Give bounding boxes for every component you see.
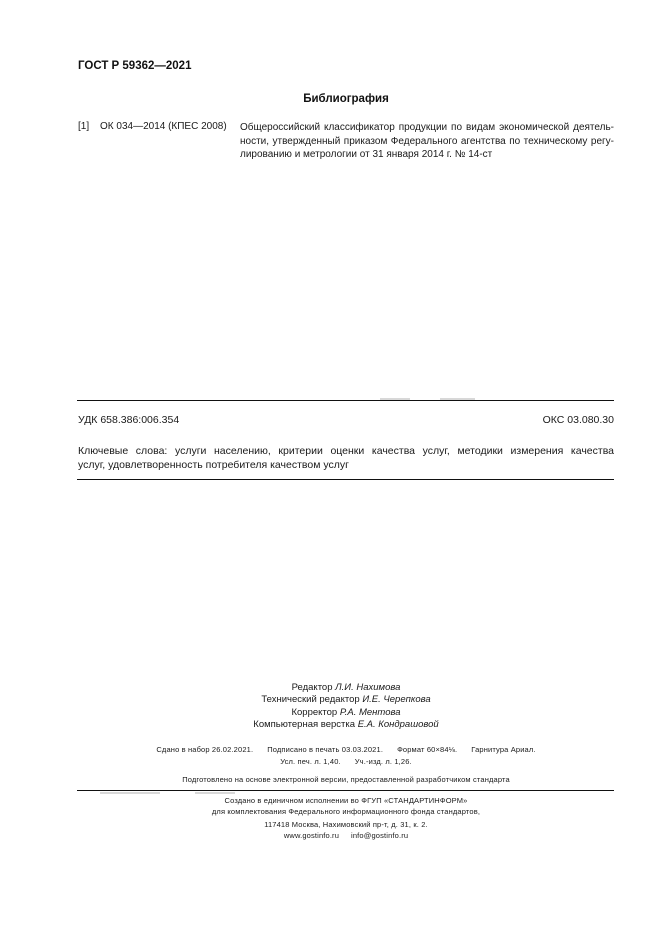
keywords-line: Ключевые слова: услуги населению, критерии оценки качества услуг, методики измерения качества — [78, 445, 614, 457]
credit-proofreader: Корректор Р.А. Ментова — [291, 706, 401, 718]
bibliography-entry-description — [240, 121, 614, 162]
divider-top — [77, 400, 614, 401]
credits-block — [0, 682, 661, 731]
keywords — [78, 444, 614, 472]
signed-date: Подписано в печать 03.03.2021. — [267, 745, 384, 754]
udk-code: УДК 658.386:006.354 — [78, 414, 180, 426]
publisher-email-link[interactable]: info@gostinfo.ru — [351, 831, 409, 840]
description-line: Общероссийский классификатор продукции по видам экономической деятель- — [240, 122, 614, 133]
publisher-info — [0, 795, 661, 817]
divider-bottom — [77, 479, 614, 480]
publisher-website-link[interactable]: www.gostinfo.ru — [283, 831, 340, 840]
description-line: ности, утвержденный приказом Федерального агентства по техническому регу- — [240, 135, 614, 147]
publication-info — [0, 744, 661, 768]
document-code: ГОСТ Р 59362—2021 — [78, 60, 192, 72]
faint-artifact — [100, 792, 160, 794]
oks-code: ОКС 03.080.30 — [542, 414, 614, 426]
publisher-sheets: Уч.-изд. л. 1,26. — [354, 757, 412, 766]
publisher-line: для комплектования Федерального информационного фонда стандартов, — [211, 807, 481, 816]
bibliography-entry-code: ОК 034—2014 (КПЕС 2008) — [100, 121, 227, 132]
prepared-note: Подготовлено на основе электронной версии, предоставленной разработчиком стандарта — [182, 775, 510, 784]
credit-layout: Компьютерная верстка Е.А. Кондрашовой — [253, 718, 439, 730]
bibliography-title: Библиография — [303, 93, 389, 105]
format: Формат 60×84⅛. — [397, 745, 458, 754]
faint-artifact — [440, 398, 475, 400]
keywords-line: услуг, удовлетворенность потребителя качеством услуг — [78, 459, 349, 471]
faint-artifact — [380, 398, 410, 400]
credit-technical-editor: Технический редактор И.Е. Черепкова — [261, 694, 431, 706]
publisher-address: 117418 Москва, Нахимовский пр-т, д. 31, к. 2. — [264, 820, 428, 829]
description-line: лированию и метрологии от 31 января 2014 г. № 14-ст — [240, 149, 493, 160]
publisher-line: Создано в единичном исполнении во ФГУП «СТАНДАРТИНФОРМ» — [224, 796, 468, 805]
faint-artifact — [195, 792, 235, 794]
credit-editor: Редактор Л.И. Нахимова — [291, 682, 401, 693]
print-sheets: Усл. печ. л. 1,40. — [280, 757, 341, 766]
typeface: Гарнитура Ариал. — [471, 745, 536, 754]
bibliography-entry-number: [1] — [78, 121, 90, 132]
submitted-date: Сдано в набор 26.02.2021. — [156, 745, 254, 754]
publisher-contacts — [0, 819, 661, 841]
